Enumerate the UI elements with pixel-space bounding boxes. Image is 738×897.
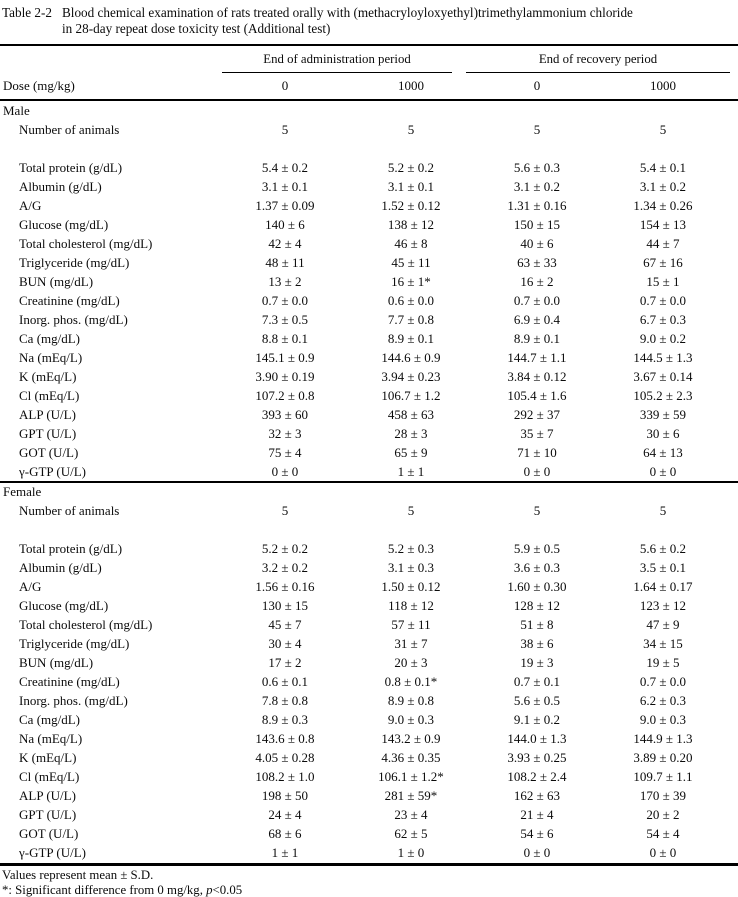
cell-administration-0: 24 ± 4 [222,807,348,823]
cell-administration-1000: 20 ± 3 [348,655,474,671]
table-row [0,597,738,616]
cell-administration-0: 393 ± 60 [222,407,348,423]
cell-recovery-0: 6.9 ± 0.4 [474,312,600,328]
cell-recovery-1000: 6.7 ± 0.3 [600,312,726,328]
table-row [0,215,738,234]
cell-recovery-1000: 34 ± 15 [600,636,726,652]
column-group-recovery: End of recovery period [466,46,730,73]
cell-recovery-0: 5 [474,122,600,138]
table-row [0,654,738,673]
cell-administration-1000: 1.50 ± 0.12 [348,579,474,595]
cell-administration-0: 198 ± 50 [222,788,348,804]
cell-administration-0: 143.6 ± 0.8 [222,731,348,747]
table-row [0,559,738,578]
cell-administration-0: 7.3 ± 0.5 [222,312,348,328]
table-row [0,768,738,787]
cell-recovery-1000: 6.2 ± 0.3 [600,693,726,709]
cell-administration-1000: 281 ± 59* [348,788,474,804]
footnote-significance-suffix: <0.05 [213,883,243,897]
cell-administration-1000: 46 ± 8 [348,236,474,252]
cell-administration-0: 1 ± 1 [222,845,348,861]
cell-administration-1000: 106.1 ± 1.2* [348,769,474,785]
cell-administration-1000: 62 ± 5 [348,826,474,842]
row-label: GPT (U/L) [0,426,222,442]
row-label: Creatinine (mg/dL) [0,674,222,690]
cell-recovery-0: 0 ± 0 [474,464,600,480]
cell-administration-1000: 3.1 ± 0.1 [348,179,474,195]
row-label: BUN (mg/dL) [0,655,222,671]
cell-administration-0: 68 ± 6 [222,826,348,842]
cell-recovery-1000: 144.9 ± 1.3 [600,731,726,747]
table-caption [62,5,633,37]
cell-administration-1000: 23 ± 4 [348,807,474,823]
footnote-significance [2,883,738,897]
cell-administration-0: 140 ± 6 [222,217,348,233]
table-number: Table 2-2 [2,5,52,37]
row-label: Inorg. phos. (mg/dL) [0,693,222,709]
cell-recovery-1000: 0.7 ± 0.0 [600,293,726,309]
row-label: Total protein (g/dL) [0,160,222,176]
row-label: Total cholesterol (mg/dL) [0,236,222,252]
table-row [0,386,738,405]
cell-administration-0: 1.37 ± 0.09 [222,198,348,214]
table-row [0,616,738,635]
cell-recovery-0: 38 ± 6 [474,636,600,652]
cell-administration-1000: 31 ± 7 [348,636,474,652]
cell-recovery-1000: 5.4 ± 0.1 [600,160,726,176]
table-row [0,711,738,730]
row-label: K (mEq/L) [0,750,222,766]
cell-administration-1000: 8.9 ± 0.8 [348,693,474,709]
table-row [0,462,738,481]
cell-recovery-1000: 144.5 ± 1.3 [600,350,726,366]
cell-administration-0: 3.1 ± 0.1 [222,179,348,195]
table-body [0,101,738,863]
table-row [0,253,738,272]
cell-recovery-1000: 339 ± 59 [600,407,726,423]
table-row [0,158,738,177]
cell-recovery-0: 3.84 ± 0.12 [474,369,600,385]
cell-recovery-1000: 9.0 ± 0.2 [600,331,726,347]
table-row [0,120,738,139]
row-label: γ-GTP (U/L) [0,464,222,480]
column-group-administration: End of administration period [222,46,452,73]
cell-administration-1000: 144.6 ± 0.9 [348,350,474,366]
cell-administration-1000: 5.2 ± 0.2 [348,160,474,176]
cell-recovery-1000: 15 ± 1 [600,274,726,290]
cell-recovery-0: 3.6 ± 0.3 [474,560,600,576]
row-label: Ca (mg/dL) [0,712,222,728]
row-label: Creatinine (mg/dL) [0,293,222,309]
cell-recovery-1000: 5 [600,122,726,138]
cell-administration-0: 32 ± 3 [222,426,348,442]
cell-administration-0: 7.8 ± 0.8 [222,693,348,709]
cell-recovery-0: 144.0 ± 1.3 [474,731,600,747]
cell-recovery-1000: 0 ± 0 [600,845,726,861]
dose-admin-1000: 1000 [348,78,474,94]
row-label: Inorg. phos. (mg/dL) [0,312,222,328]
footnote-significance-prefix: *: Significant difference from 0 mg/kg, [2,883,206,897]
row-label: Total cholesterol (mg/dL) [0,617,222,633]
cell-recovery-0: 292 ± 37 [474,407,600,423]
cell-administration-0: 108.2 ± 1.0 [222,769,348,785]
cell-recovery-1000: 123 ± 12 [600,598,726,614]
cell-administration-1000: 1 ± 0 [348,845,474,861]
cell-administration-1000: 7.7 ± 0.8 [348,312,474,328]
cell-recovery-1000: 3.89 ± 0.20 [600,750,726,766]
row-label: Na (mEq/L) [0,350,222,366]
cell-recovery-1000: 0.7 ± 0.0 [600,674,726,690]
cell-recovery-0: 1.31 ± 0.16 [474,198,600,214]
column-group-spacer [0,46,222,73]
row-label: Total protein (g/dL) [0,541,222,557]
row-label: Glucose (mg/dL) [0,217,222,233]
table-header [0,44,738,101]
table-caption-line1: Blood chemical examination of rats treated orally with (methacryloyloxyethyl)trimethylammonium chloride [62,5,633,20]
cell-recovery-1000: 47 ± 9 [600,617,726,633]
spacer-row [0,139,738,158]
cell-recovery-0: 51 ± 8 [474,617,600,633]
cell-recovery-0: 108.2 ± 2.4 [474,769,600,785]
cell-recovery-0: 105.4 ± 1.6 [474,388,600,404]
table-row [0,348,738,367]
row-label: Glucose (mg/dL) [0,598,222,614]
cell-administration-0: 8.9 ± 0.3 [222,712,348,728]
cell-recovery-1000: 5 [600,503,726,519]
cell-administration-1000: 118 ± 12 [348,598,474,614]
footnote-mean: Values represent mean ± S.D. [2,868,738,883]
table-caption-line2: in 28-day repeat dose toxicity test (Additional test) [62,21,330,36]
cell-recovery-1000: 30 ± 6 [600,426,726,442]
cell-recovery-1000: 3.5 ± 0.1 [600,560,726,576]
cell-administration-0: 130 ± 15 [222,598,348,614]
row-label: Ca (mg/dL) [0,331,222,347]
table-row [0,673,738,692]
table-row [0,730,738,749]
table-row [0,424,738,443]
cell-recovery-1000: 170 ± 39 [600,788,726,804]
table-row [0,578,738,597]
cell-recovery-1000: 64 ± 13 [600,445,726,461]
cell-recovery-0: 5 [474,503,600,519]
cell-recovery-0: 5.6 ± 0.3 [474,160,600,176]
cell-administration-0: 107.2 ± 0.8 [222,388,348,404]
cell-recovery-1000: 19 ± 5 [600,655,726,671]
cell-recovery-0: 150 ± 15 [474,217,600,233]
cell-recovery-1000: 1.64 ± 0.17 [600,579,726,595]
table-row [0,234,738,253]
cell-recovery-1000: 154 ± 13 [600,217,726,233]
cell-administration-0: 5 [222,503,348,519]
column-group-row [0,46,738,73]
row-label: Albumin (g/dL) [0,179,222,195]
cell-administration-1000: 8.9 ± 0.1 [348,331,474,347]
row-label: BUN (mg/dL) [0,274,222,290]
cell-administration-1000: 28 ± 3 [348,426,474,442]
dose-recovery-1000: 1000 [600,78,726,94]
cell-administration-1000: 3.1 ± 0.3 [348,560,474,576]
cell-recovery-0: 3.1 ± 0.2 [474,179,600,195]
row-label: Na (mEq/L) [0,731,222,747]
cell-administration-0: 4.05 ± 0.28 [222,750,348,766]
cell-recovery-0: 0 ± 0 [474,845,600,861]
table-row [0,749,738,768]
table-row [0,825,738,844]
footnote-p-symbol: p [206,883,212,897]
table-row [0,291,738,310]
dose-label: Dose (mg/kg) [0,78,222,94]
cell-administration-1000: 106.7 ± 1.2 [348,388,474,404]
table-row [0,443,738,462]
row-label: GPT (U/L) [0,807,222,823]
cell-administration-0: 3.2 ± 0.2 [222,560,348,576]
cell-recovery-1000: 109.7 ± 1.1 [600,769,726,785]
cell-administration-0: 145.1 ± 0.9 [222,350,348,366]
table-row [0,177,738,196]
cell-recovery-1000: 54 ± 4 [600,826,726,842]
row-label: Triglyceride (mg/dL) [0,255,222,271]
cell-administration-1000: 9.0 ± 0.3 [348,712,474,728]
cell-administration-1000: 4.36 ± 0.35 [348,750,474,766]
table-title [0,0,738,37]
cell-recovery-1000: 105.2 ± 2.3 [600,388,726,404]
cell-recovery-0: 144.7 ± 1.1 [474,350,600,366]
cell-recovery-1000: 0 ± 0 [600,464,726,480]
cell-administration-0: 75 ± 4 [222,445,348,461]
cell-administration-1000: 5.2 ± 0.3 [348,541,474,557]
section-label-male: Male [0,101,738,120]
cell-recovery-0: 5.6 ± 0.5 [474,693,600,709]
cell-recovery-1000: 20 ± 2 [600,807,726,823]
cell-recovery-1000: 5.6 ± 0.2 [600,541,726,557]
cell-recovery-0: 35 ± 7 [474,426,600,442]
section-label-female: Female [0,483,738,502]
cell-administration-1000: 0.6 ± 0.0 [348,293,474,309]
cell-administration-1000: 458 ± 63 [348,407,474,423]
row-label: ALP (U/L) [0,407,222,423]
cell-recovery-1000: 1.34 ± 0.26 [600,198,726,214]
cell-administration-1000: 143.2 ± 0.9 [348,731,474,747]
cell-administration-1000: 65 ± 9 [348,445,474,461]
cell-recovery-1000: 3.67 ± 0.14 [600,369,726,385]
row-label: Number of animals [0,503,222,519]
cell-administration-0: 8.8 ± 0.1 [222,331,348,347]
cell-recovery-0: 8.9 ± 0.1 [474,331,600,347]
table-row [0,329,738,348]
dose-recovery-0: 0 [474,78,600,94]
cell-recovery-1000: 44 ± 7 [600,236,726,252]
row-label: GOT (U/L) [0,445,222,461]
cell-administration-0: 0.7 ± 0.0 [222,293,348,309]
cell-recovery-0: 40 ± 6 [474,236,600,252]
table-row [0,540,738,559]
cell-recovery-0: 162 ± 63 [474,788,600,804]
cell-administration-0: 17 ± 2 [222,655,348,671]
cell-recovery-1000: 67 ± 16 [600,255,726,271]
dose-header-row [0,73,738,99]
table-row [0,844,738,863]
row-label: Albumin (g/dL) [0,560,222,576]
row-label: K (mEq/L) [0,369,222,385]
cell-administration-0: 42 ± 4 [222,236,348,252]
dose-admin-0: 0 [222,78,348,94]
row-label: ALP (U/L) [0,788,222,804]
cell-administration-0: 0.6 ± 0.1 [222,674,348,690]
cell-administration-1000: 5 [348,503,474,519]
cell-recovery-0: 63 ± 33 [474,255,600,271]
cell-recovery-1000: 3.1 ± 0.2 [600,179,726,195]
cell-administration-1000: 0.8 ± 0.1* [348,674,474,690]
cell-administration-0: 45 ± 7 [222,617,348,633]
cell-administration-0: 0 ± 0 [222,464,348,480]
cell-administration-1000: 1.52 ± 0.12 [348,198,474,214]
table-row [0,367,738,386]
cell-administration-0: 13 ± 2 [222,274,348,290]
cell-administration-0: 5 [222,122,348,138]
cell-administration-1000: 45 ± 11 [348,255,474,271]
cell-administration-1000: 138 ± 12 [348,217,474,233]
table-row [0,196,738,215]
table-row [0,405,738,424]
cell-recovery-0: 5.9 ± 0.5 [474,541,600,557]
cell-recovery-0: 1.60 ± 0.30 [474,579,600,595]
row-label: A/G [0,579,222,595]
table-row [0,272,738,291]
cell-recovery-0: 16 ± 2 [474,274,600,290]
row-label: Number of animals [0,122,222,138]
cell-recovery-0: 9.1 ± 0.2 [474,712,600,728]
table-row [0,806,738,825]
row-label: Cl (mEq/L) [0,769,222,785]
cell-recovery-0: 3.93 ± 0.25 [474,750,600,766]
row-label: GOT (U/L) [0,826,222,842]
cell-administration-0: 3.90 ± 0.19 [222,369,348,385]
table-row [0,787,738,806]
table-row [0,692,738,711]
table-row [0,635,738,654]
cell-recovery-0: 21 ± 4 [474,807,600,823]
cell-administration-1000: 16 ± 1* [348,274,474,290]
cell-recovery-0: 19 ± 3 [474,655,600,671]
cell-recovery-0: 0.7 ± 0.1 [474,674,600,690]
cell-administration-1000: 1 ± 1 [348,464,474,480]
cell-administration-1000: 57 ± 11 [348,617,474,633]
cell-recovery-0: 54 ± 6 [474,826,600,842]
table-row [0,502,738,521]
table-row [0,310,738,329]
spacer-row [0,521,738,540]
cell-administration-0: 5.2 ± 0.2 [222,541,348,557]
cell-administration-0: 30 ± 4 [222,636,348,652]
cell-administration-1000: 5 [348,122,474,138]
cell-administration-1000: 3.94 ± 0.23 [348,369,474,385]
row-label: γ-GTP (U/L) [0,845,222,861]
row-label: Cl (mEq/L) [0,388,222,404]
cell-recovery-0: 71 ± 10 [474,445,600,461]
cell-recovery-1000: 9.0 ± 0.3 [600,712,726,728]
cell-recovery-0: 128 ± 12 [474,598,600,614]
row-label: Triglyceride (mg/dL) [0,636,222,652]
cell-recovery-0: 0.7 ± 0.0 [474,293,600,309]
cell-administration-0: 48 ± 11 [222,255,348,271]
row-label: A/G [0,198,222,214]
cell-administration-0: 5.4 ± 0.2 [222,160,348,176]
cell-administration-0: 1.56 ± 0.16 [222,579,348,595]
